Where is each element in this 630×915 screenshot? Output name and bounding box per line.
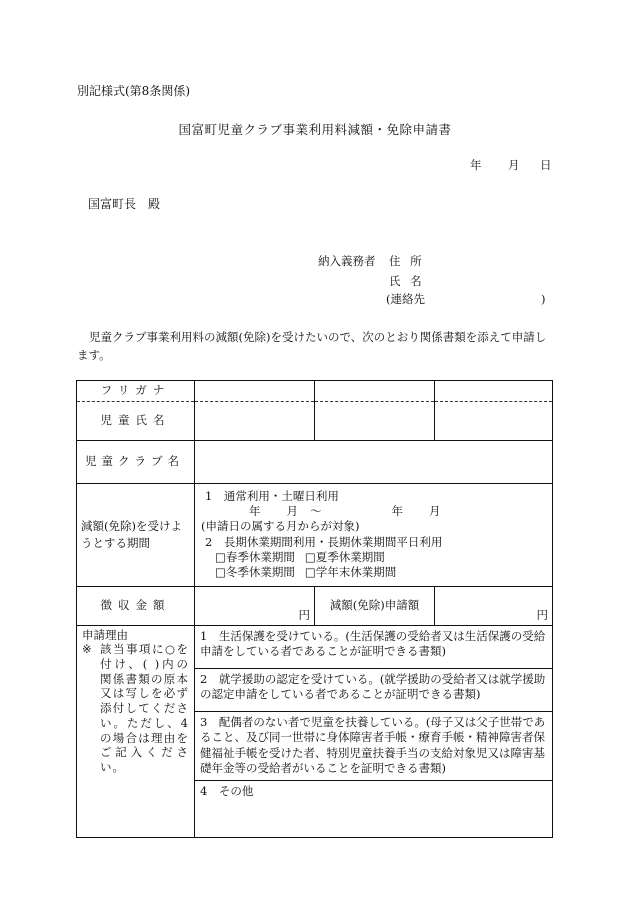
- application-statement: 児童クラブ事業利用料の減額(免除)を受けたいので、次のとおり関係書類を添えて申請します。: [77, 330, 547, 363]
- period-option-1: 1 通常利用・土曜日利用: [205, 489, 339, 503]
- contact-label: (連絡先: [386, 292, 425, 306]
- payer-label: 納入義務者: [318, 254, 376, 268]
- club-name-field[interactable]: [195, 440, 553, 483]
- period-field[interactable]: [195, 483, 553, 586]
- collection-amount-field[interactable]: [195, 586, 315, 625]
- period-checkboxes-2: [201, 565, 546, 580]
- form-label: 別記様式(第8条関係): [77, 84, 190, 98]
- reason-options: [195, 625, 553, 837]
- collection-yen-unit: 円: [298, 608, 310, 622]
- date-month-label: 月: [508, 158, 520, 172]
- period-year-a: 年: [249, 504, 261, 519]
- summer-break-checkbox[interactable]: □夏季休業期間: [304, 549, 385, 564]
- furigana-label: フリガナ: [77, 381, 195, 402]
- yearend-break-checkbox[interactable]: □学年末休業期間: [304, 564, 397, 579]
- notice-mark: ※: [82, 642, 92, 657]
- furigana-field-3[interactable]: [435, 381, 553, 402]
- period-row: [77, 483, 553, 586]
- child-name-field-2[interactable]: [315, 401, 435, 440]
- child-name-field-3[interactable]: [435, 401, 553, 440]
- period-month-b: 月: [429, 504, 441, 519]
- period-year-b: 年: [391, 504, 403, 519]
- period-label: 減額(免除)を受けようとする期間: [77, 483, 195, 586]
- spring-break-checkbox[interactable]: □春季休業期間: [215, 549, 295, 564]
- name-label: 氏 名: [389, 274, 425, 288]
- furigana-row: [77, 381, 553, 402]
- notice-text: 該当事項に○を付け、( )内の関係書類の原本又は写しを必ず添付してください。ただし、4の場合は理由をご記入ください。: [100, 642, 189, 774]
- winter-break-checkbox[interactable]: □冬季休業期間: [215, 564, 295, 579]
- reduction-yen-unit: 円: [536, 608, 548, 622]
- reason-option-4[interactable]: 4 その他: [200, 783, 254, 798]
- date-year-label: 年: [470, 158, 482, 172]
- application-table: [76, 380, 553, 838]
- amount-row: [77, 586, 553, 625]
- contact-close-paren: ): [541, 292, 546, 306]
- furigana-field-1[interactable]: [195, 381, 315, 402]
- period-tilde: ～: [310, 504, 322, 519]
- child-name-label: 児童氏名: [77, 401, 195, 440]
- period-range: [201, 504, 546, 519]
- club-name-label: 児童クラブ名: [77, 440, 195, 483]
- period-option-2: 2 長期休業期間利用・長期休業期間平日利用: [205, 534, 443, 549]
- child-name-field-1[interactable]: [195, 401, 315, 440]
- document-title: 国富町児童クラブ事業利用料減額・免除申請書: [178, 122, 452, 137]
- period-checkboxes-1: [201, 550, 546, 565]
- reason-option-1[interactable]: 1 生活保護を受けている。(生活保護の受給者又は生活保護の受給申請をしている者であることが証明できる書類): [195, 626, 552, 669]
- furigana-field-2[interactable]: [315, 381, 435, 402]
- reduction-amount-label: 減額(免除)申請額: [315, 586, 435, 625]
- child-name-row: [77, 401, 553, 440]
- reason-label: 申請理由: [82, 627, 128, 642]
- club-name-row: [77, 440, 553, 483]
- address-label: 住 所: [389, 254, 425, 268]
- reason-notice: [82, 642, 189, 774]
- addressee: 国富町長 殿: [88, 197, 161, 211]
- period-month-a: 月: [286, 504, 298, 519]
- reason-row: [77, 625, 553, 837]
- reason-option-2[interactable]: 2 就学援助の認定を受けている。(就学援助の受給者又は就学援助の認定申請をしている者であることが証明できる書類): [195, 669, 552, 712]
- period-note: (申請日の属する月からが対象): [201, 519, 360, 534]
- reason-label-cell: [77, 625, 195, 837]
- reason-option-3[interactable]: 3 配偶者のない者で児童を扶養している。(母子又は父子世帯であること、及び同一世帯に身体障害者手帳・療育手帳・精神障害者保健福祉手帳を受けた者、特別児童扶養手当の支給対象児又は障害基礎年金等の受給者がいることを証明できる書類): [195, 712, 552, 781]
- date-day-label: 日: [540, 158, 552, 172]
- collection-amount-label: 徴収金額: [77, 586, 195, 625]
- reduction-amount-field[interactable]: [435, 586, 553, 625]
